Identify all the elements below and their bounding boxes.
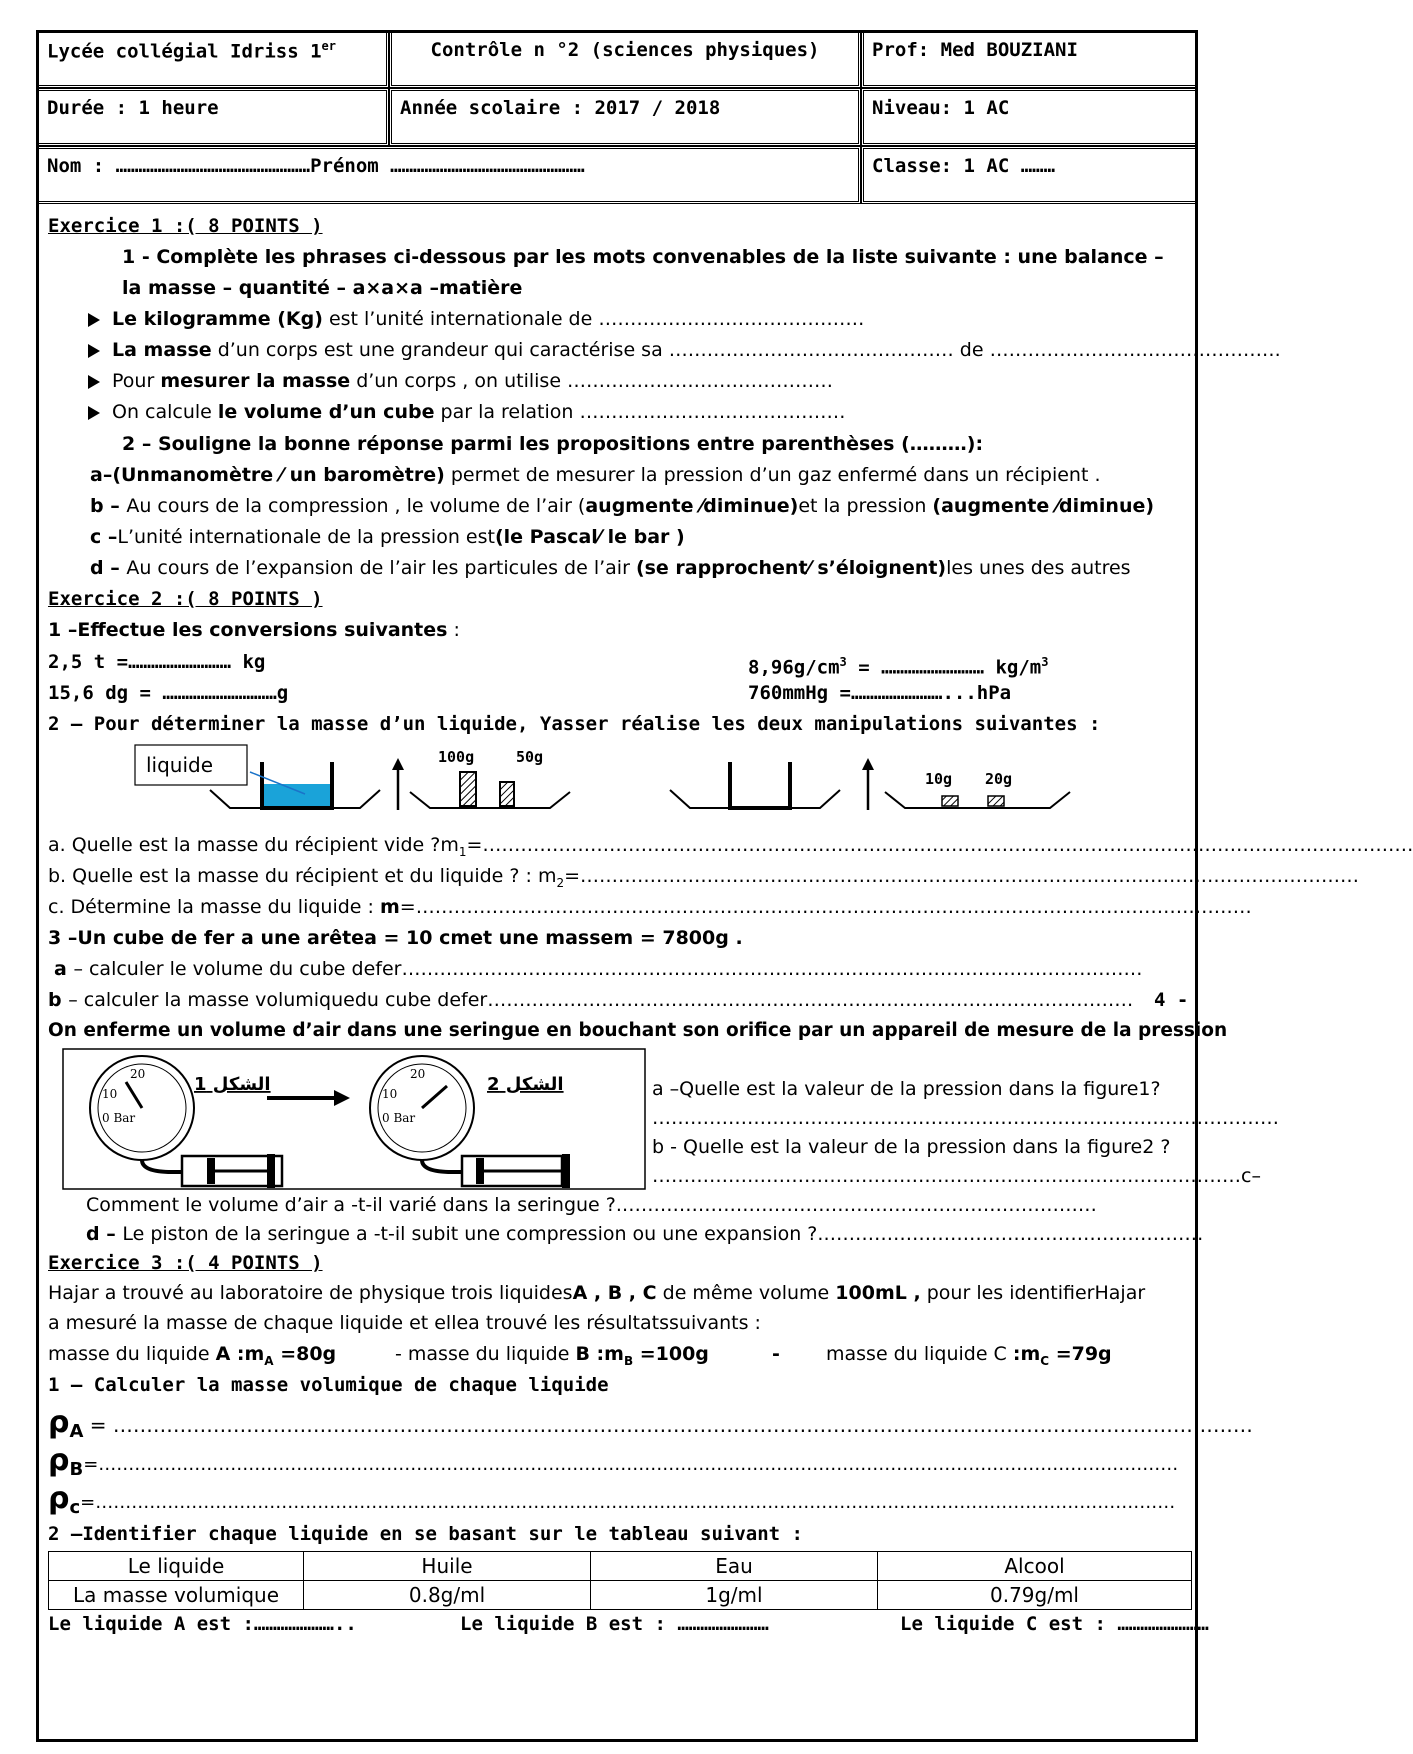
rho-a (48, 1406, 1253, 1449)
table-cell: 0.79g/ml (878, 1581, 1192, 1610)
g1-20: 20 (130, 1067, 146, 1081)
class-field: Classe: 1 AC ……… (872, 155, 1056, 177)
weight-10g (942, 796, 958, 806)
syringe-figure (62, 1048, 646, 1190)
w3-label: 10g (925, 770, 953, 788)
q4d-text: Le piston de la seringue a -t-il subit une compression ou une expansion ?.…………………………………………………… (122, 1223, 1204, 1245)
class-cell (861, 146, 1198, 204)
w4-label: 20g (985, 770, 1013, 788)
ex2-qb: b. Quelle est la masse du récipient et du liquide ? : $m_2=\dots\dots\dots\dots\dots\dots\dots\dots\dots\dots\dots\dots\dots\dots\dots\dots\dots\dots\dots\dots\dots\dots\dots\dots\dots\dots\dots\dots\dots\dots\dots\dots\dots\dots\dots\dots\dots\dots\dots\dots\dots$ (48, 865, 1360, 890)
ex2-q4b: b - Quelle est la valeur de la pression dans la figure2 ? (652, 1136, 1171, 1158)
qb-a: b – (90, 495, 127, 517)
title-cell (389, 30, 861, 88)
ex1-qb (90, 494, 1154, 518)
q4d-a: d – (86, 1223, 123, 1245)
weight-50g (500, 782, 514, 806)
mA-a: masse du liquide (48, 1343, 216, 1365)
p1-d: 100mL , (835, 1282, 921, 1304)
exam-title: Contrôle n °2 (sciences physiques) (430, 39, 820, 61)
ex2-q1-text: 1 –Effectue les conversions suivantes (48, 619, 448, 641)
ex2-q3b (48, 988, 1133, 1012)
liquid-label: liquide (146, 753, 214, 777)
q3a-a: a (54, 958, 74, 980)
qc-a: c – (90, 526, 118, 548)
table-cell: Huile (304, 1552, 591, 1581)
conv-1: 2,5 t =……………………… kg (48, 651, 266, 673)
conv-3: 15,6 dg = …………………………g (48, 682, 289, 704)
bullet-arrow-icon (88, 375, 100, 389)
rho-c (48, 1482, 1175, 1525)
b3-a: Pour (112, 370, 161, 392)
qa-rest: permet de mesurer la pression d’un gaz enfermé dans un récipient . (444, 464, 1101, 486)
ex2-qc-text: c. Détermine la masse du liquide : (48, 896, 380, 918)
mB-c: =100g (633, 1343, 709, 1365)
p1-c: de même volume (656, 1282, 836, 1304)
density-table (48, 1551, 1192, 1610)
name-cell (36, 146, 861, 204)
g1-unit: 0 Bar (102, 1111, 136, 1125)
fig1-label: الشكل 1 (194, 1074, 271, 1095)
mC-a: masse du liquide C (826, 1343, 1013, 1365)
answer-a: Le liquide A est :………………….. (48, 1613, 357, 1635)
rho-c-rest: =……………………………………………………………………………………………………………………………………………………………… (80, 1492, 1176, 1513)
table-cell: 1g/ml (591, 1581, 878, 1610)
mC-c: =79g (1049, 1343, 1112, 1365)
ex2-q4: On enferme un volume d’air dans une seringue en bouchant son orifice par un appareil de mesure de la pression (48, 1020, 1228, 1041)
g2-20: 20 (410, 1067, 426, 1081)
level-cell (861, 88, 1198, 146)
ex3-q1: 1 – Calculer la masse volumique de chaque liquide (48, 1374, 609, 1396)
conv-4: 760mmHg =……………………...hPa (748, 682, 1012, 704)
w1-label: 100g (438, 748, 475, 766)
q3b-a: b (48, 989, 69, 1011)
school-cell (36, 30, 389, 88)
duration-cell (36, 88, 389, 146)
ex3-q2: 2 –Identifier chaque liquide en se basant sur le tableau suivant : (48, 1523, 803, 1545)
table-cell: La masse volumique (49, 1581, 304, 1610)
piston-2 (476, 1158, 484, 1184)
bullet-arrow-icon (88, 313, 100, 327)
p1-b: A , B , C (572, 1282, 657, 1304)
bullet-arrow-icon (88, 344, 100, 358)
b1-bold: Le kilogramme (Kg) (112, 308, 323, 330)
mA-b: A :m (215, 1343, 265, 1365)
answer-b: Le liquide B est : …………………… (460, 1613, 769, 1635)
rho-a-symbol: ρ (48, 1405, 70, 1440)
mC-b: :m (1012, 1343, 1041, 1365)
g2-unit: 0 Bar (382, 1111, 416, 1125)
table-row (49, 1552, 1192, 1581)
b4-a: On calcule (112, 401, 218, 423)
ex3-p1 (48, 1281, 1145, 1305)
qd-a: d – (90, 557, 127, 579)
ex2-title: Exercice 2 :( 8 POINTS ) (48, 588, 323, 610)
c2-a: 8,96g/cm (748, 656, 840, 679)
mA-c: =80g (273, 1343, 337, 1365)
qc-text: L’unité internationale de la pression est (117, 526, 495, 548)
table-row (49, 1581, 1192, 1610)
b4-bold: le volume d’un cube (217, 401, 435, 423)
q3a-text: – calculer le volume du cube defer……………………………………………………………………………………………………… (73, 958, 1143, 980)
conv-2: $8,96g/cm^3$ = ……………………… $kg/m^3$ (748, 655, 1049, 679)
mB-a: - masse du liquide (395, 1343, 576, 1365)
ex2-qb-rest: =…………………………………………………………………………………………………………… (564, 865, 1360, 887)
piston-1 (207, 1158, 215, 1184)
qd-text: Au cours de l’expansion de l’air les particules de l’air (126, 557, 636, 579)
ex2-qb-text: b. Quelle est la masse du récipient et du liquide ? : m (48, 865, 557, 887)
table-cell: Alcool (878, 1552, 1192, 1581)
g2-10: 10 (382, 1087, 398, 1101)
table-cell: 0.8g/ml (304, 1581, 591, 1610)
rho-a-sub: A (69, 1420, 84, 1442)
arrow-up-icon (862, 758, 874, 770)
g1-10: 10 (102, 1087, 118, 1101)
pan-right-2 (885, 792, 1070, 808)
qc-b: (le Pascal⁄ le bar ) (494, 526, 685, 548)
qb-mid: et la pression (798, 495, 933, 517)
p1-a: Hajar a trouvé au laboratoire de physique trois liquides (48, 1282, 573, 1304)
ex3-masses (48, 1342, 336, 1373)
ex2-q4a-dots: ……………………………………………………………………………………… (652, 1107, 1279, 1129)
pan-right-1 (410, 792, 570, 808)
liquid (262, 784, 332, 808)
ex3-p2: a mesuré la masse de chaque liquide et ellea trouvé les résultatssuivants : (48, 1312, 761, 1334)
mB-b: B :m (575, 1343, 624, 1365)
ex1-qa (90, 463, 1101, 487)
prof-cell (861, 30, 1198, 88)
mA-sub: A (264, 1353, 274, 1368)
rho-c-symbol: ρ (48, 1481, 70, 1516)
b4-rest: par la relation …………………………………… (434, 401, 846, 423)
qd-rest: les unes des autres (946, 557, 1131, 579)
ex1-bullet-1 (88, 307, 864, 331)
prof-name: Prof: Med BOUZIANI (872, 39, 1078, 61)
qd-b: (se rapprochent⁄ s’éloignent) (635, 557, 947, 579)
ex1-bullet-3 (88, 369, 833, 393)
ex3-title: Exercice 3 :( 4 POINTS ) (48, 1252, 323, 1274)
qb-b2: (augmente ⁄diminue) (932, 495, 1155, 517)
b1-rest: est l’unité internationale de …………………………………… (322, 308, 865, 330)
weight-20g (988, 796, 1004, 806)
mB-sub: B (623, 1353, 634, 1368)
weight-100g-hatch (460, 772, 476, 806)
pan-left-2 (670, 790, 840, 808)
ex1-bullet-2 (88, 338, 1281, 362)
ex2-qc (48, 895, 1252, 919)
ex2-qa-rest: =………………………………………………………………………………………………………………………………… (466, 834, 1413, 856)
ex2-q4c: Comment le volume d’air a -t-il varié dans la seringue ?.………………………………………………………………… (86, 1194, 1097, 1216)
b3-bold: mesurer la masse (160, 370, 351, 392)
ex1-qc (90, 525, 685, 549)
c2-b: = ……………………… kg/m (846, 656, 1042, 679)
balance-figure (130, 742, 1080, 820)
rho-b-rest: =……………………………………………………………………………………………………………………………………………………………… (83, 1454, 1179, 1475)
rho-a-rest: = ……………………………………………………………………………………………………………………………………………………… (83, 1413, 1253, 1437)
ex2-q4-num: 4 - (1154, 989, 1189, 1011)
b3-rest: d’un corps , on utilise …………………………………… (350, 370, 834, 392)
container-2 (730, 762, 790, 808)
qb-text: Au cours de la compression , le volume de l’air ( (126, 495, 586, 517)
b2-bold: La masse (112, 339, 212, 361)
fig2-label: الشكل 2 (487, 1074, 564, 1095)
ex1-title: Exercice 1 :( 8 POINTS ) (48, 215, 323, 237)
school-name: Lycée collégial Idriss 1 (47, 40, 322, 63)
rho-b (48, 1444, 1178, 1487)
ex1-qd (90, 556, 1131, 580)
rho-b-symbol: ρ (48, 1443, 70, 1478)
q3b-text: – calculer la masse volumiquedu cube defer………………………………………………………………………………………… (68, 989, 1134, 1011)
b2-rest: d’un corps est une grandeur qui caractérise sa ……………………………………… de ………………………………………. (211, 339, 1281, 361)
ex3-mass-c (826, 1342, 1112, 1373)
ex2-q4b-dots: …………………………………………………………………………………c– (652, 1165, 1261, 1187)
ex1-q1-line2: la masse – quantité – a×a×a –matière (122, 277, 523, 299)
ex1-bullet-4 (88, 400, 845, 424)
ex1-q1-line1: 1 - Complète les phrases ci-dessous par les mots convenables de la liste suivante : une balance – (122, 246, 1164, 268)
rho-c-sub: c (69, 1496, 81, 1518)
ex3-mass-c-dash: - (772, 1343, 780, 1365)
mC-sub: C (1040, 1353, 1050, 1368)
duration: Durée : 1 heure (47, 97, 219, 119)
arrow-up-icon (392, 758, 404, 770)
school-year: Année scolaire : 2017 / 2018 (400, 97, 721, 119)
ex2-qc-rest: =…………………………………………………………………………………………………………………… (399, 896, 1252, 918)
bullet-arrow-icon (88, 406, 100, 420)
ex2-q3a (54, 957, 1142, 981)
qb-b1: augmente ⁄diminue) (585, 495, 799, 517)
rho-b-sub: B (69, 1458, 84, 1480)
table-cell: Eau (591, 1552, 878, 1581)
ex2-q2: 2 – Pour déterminer la masse d’un liquide, Yasser réalise les deux manipulations suivantes : (48, 713, 1101, 735)
ex2-qc-m: m (379, 896, 400, 918)
w2-label: 50g (516, 748, 544, 766)
handle-1 (267, 1154, 275, 1188)
ex3-mass-b (395, 1342, 709, 1373)
ex2-q1-colon: : (447, 619, 460, 641)
year-cell (389, 88, 861, 146)
ex2-q3: 3 –Un cube de fer a une arêtea = 10 cmet une massem = 7800g . (48, 927, 743, 949)
ex2-q4d (86, 1222, 1203, 1246)
qa-bold: a–(Unmanomètre ⁄ un baromètre) (90, 464, 445, 486)
school-sup: er (321, 39, 336, 53)
name-field: Nom : ……………………………………………Prénom …………………………………………… (47, 155, 585, 177)
table-cell: Le liquide (49, 1552, 304, 1581)
ex2-qa-text: a. Quelle est la masse du récipient vide ?m (48, 834, 459, 856)
ex2-qa: a. Quelle est la masse du récipient vide $?m_1=\dots\dots\dots\dots\dots\dots\dots\dots\dots\dots\dots\dots\dots\dots\dots\dots\dots\dots\dots\dots\dots\dots\dots\dots\dots\dots\dots\dots\dots\dots\dots\dots\dots\dots\dots\dots\dots\dots\dots\dots\dots\dots\dots\dots\dots\dots\dots\dots\dots$ (48, 834, 1413, 859)
answer-c: Le liquide C est : …………………… (900, 1613, 1209, 1635)
p1-e: pour les identifierHajar (920, 1282, 1146, 1304)
ex1-q2: 2 – Souligne la bonne réponse parmi les propositions entre parenthèses (………): (122, 433, 984, 455)
level: Niveau: 1 AC (872, 97, 1010, 119)
ex2-q1 (48, 618, 460, 642)
ex2-q4a: a –Quelle est la valeur de la pression dans la figure1? (652, 1078, 1161, 1100)
handle-2 (562, 1154, 570, 1188)
